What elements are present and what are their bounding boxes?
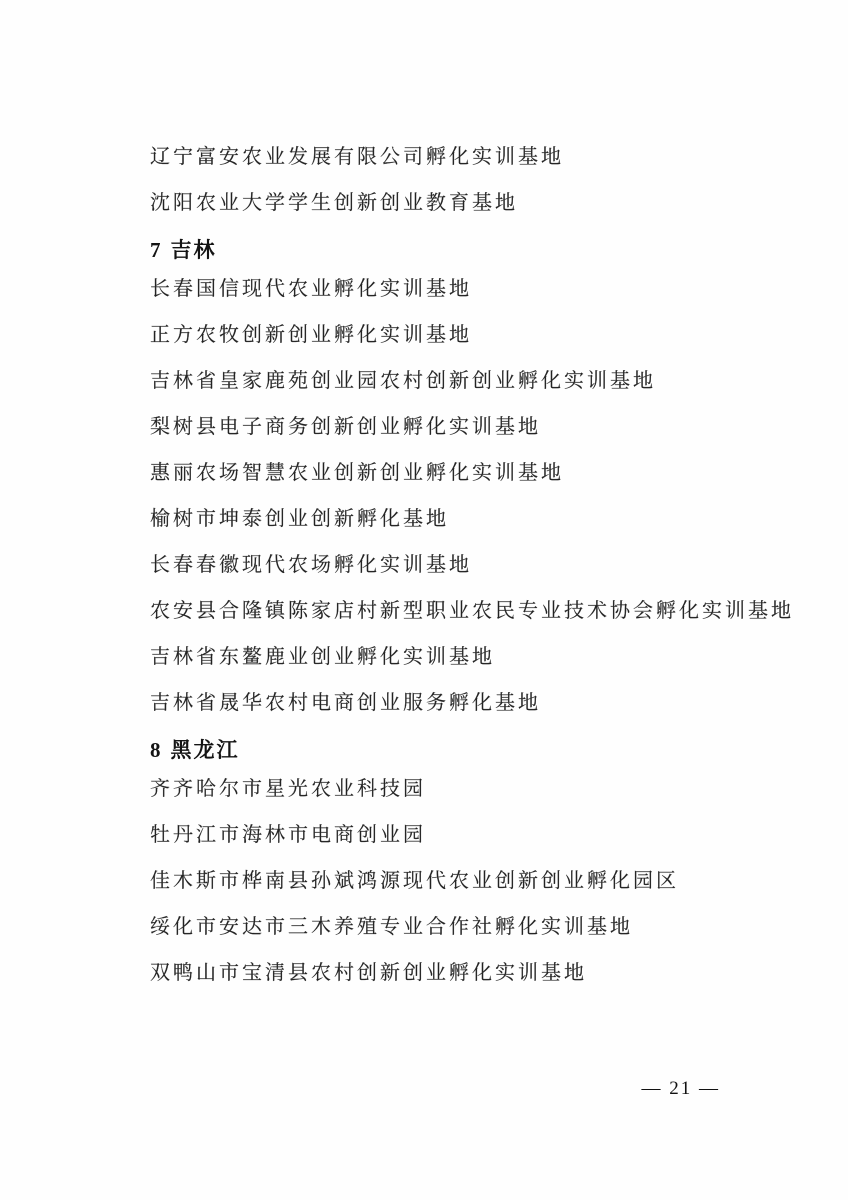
section-heading-heilongjiang <box>150 738 758 762</box>
list-item: 沈阳农业大学学生创新创业教育基地 <box>150 192 518 214</box>
section-title: 黑龙江 <box>170 738 240 762</box>
document-content <box>150 146 794 1008</box>
list-item: 正方农牧创新创业孵化实训基地 <box>150 324 472 346</box>
list-item: 吉林省皇家鹿苑创业园农村创新创业孵化实训基地 <box>150 370 656 392</box>
list-item: 惠丽农场智慧农业创新创业孵化实训基地 <box>150 462 564 484</box>
section-number: 8 <box>150 738 161 762</box>
list-item: 牡丹江市海林市电商创业园 <box>150 824 426 846</box>
list-item: 吉林省晟华农村电商创业服务孵化基地 <box>150 692 541 714</box>
section-heading-jilin <box>150 238 758 262</box>
list-item: 梨树县电子商务创新创业孵化实训基地 <box>150 416 541 438</box>
section-number: 7 <box>150 238 161 262</box>
list-item: 吉林省东鳌鹿业创业孵化实训基地 <box>150 646 495 668</box>
list-item: 长春春徽现代农场孵化实训基地 <box>150 554 472 576</box>
page-number: — 21 — <box>641 1078 720 1099</box>
list-item: 绥化市安达市三木养殖专业合作社孵化实训基地 <box>150 916 633 938</box>
list-item: 长春国信现代农业孵化实训基地 <box>150 278 472 300</box>
list-item: 双鸭山市宝清县农村创新创业孵化实训基地 <box>150 962 587 984</box>
list-item: 辽宁富安农业发展有限公司孵化实训基地 <box>150 146 564 168</box>
list-item: 榆树市坤泰创业创新孵化基地 <box>150 508 449 530</box>
section-title: 吉林 <box>170 238 217 262</box>
list-item: 佳木斯市桦南县孙斌鸿源现代农业创新创业孵化园区 <box>150 870 679 892</box>
list-item: 齐齐哈尔市星光农业科技园 <box>150 778 426 800</box>
list-item: 农安县合隆镇陈家店村新型职业农民专业技术协会孵化实训基地 <box>150 600 794 622</box>
